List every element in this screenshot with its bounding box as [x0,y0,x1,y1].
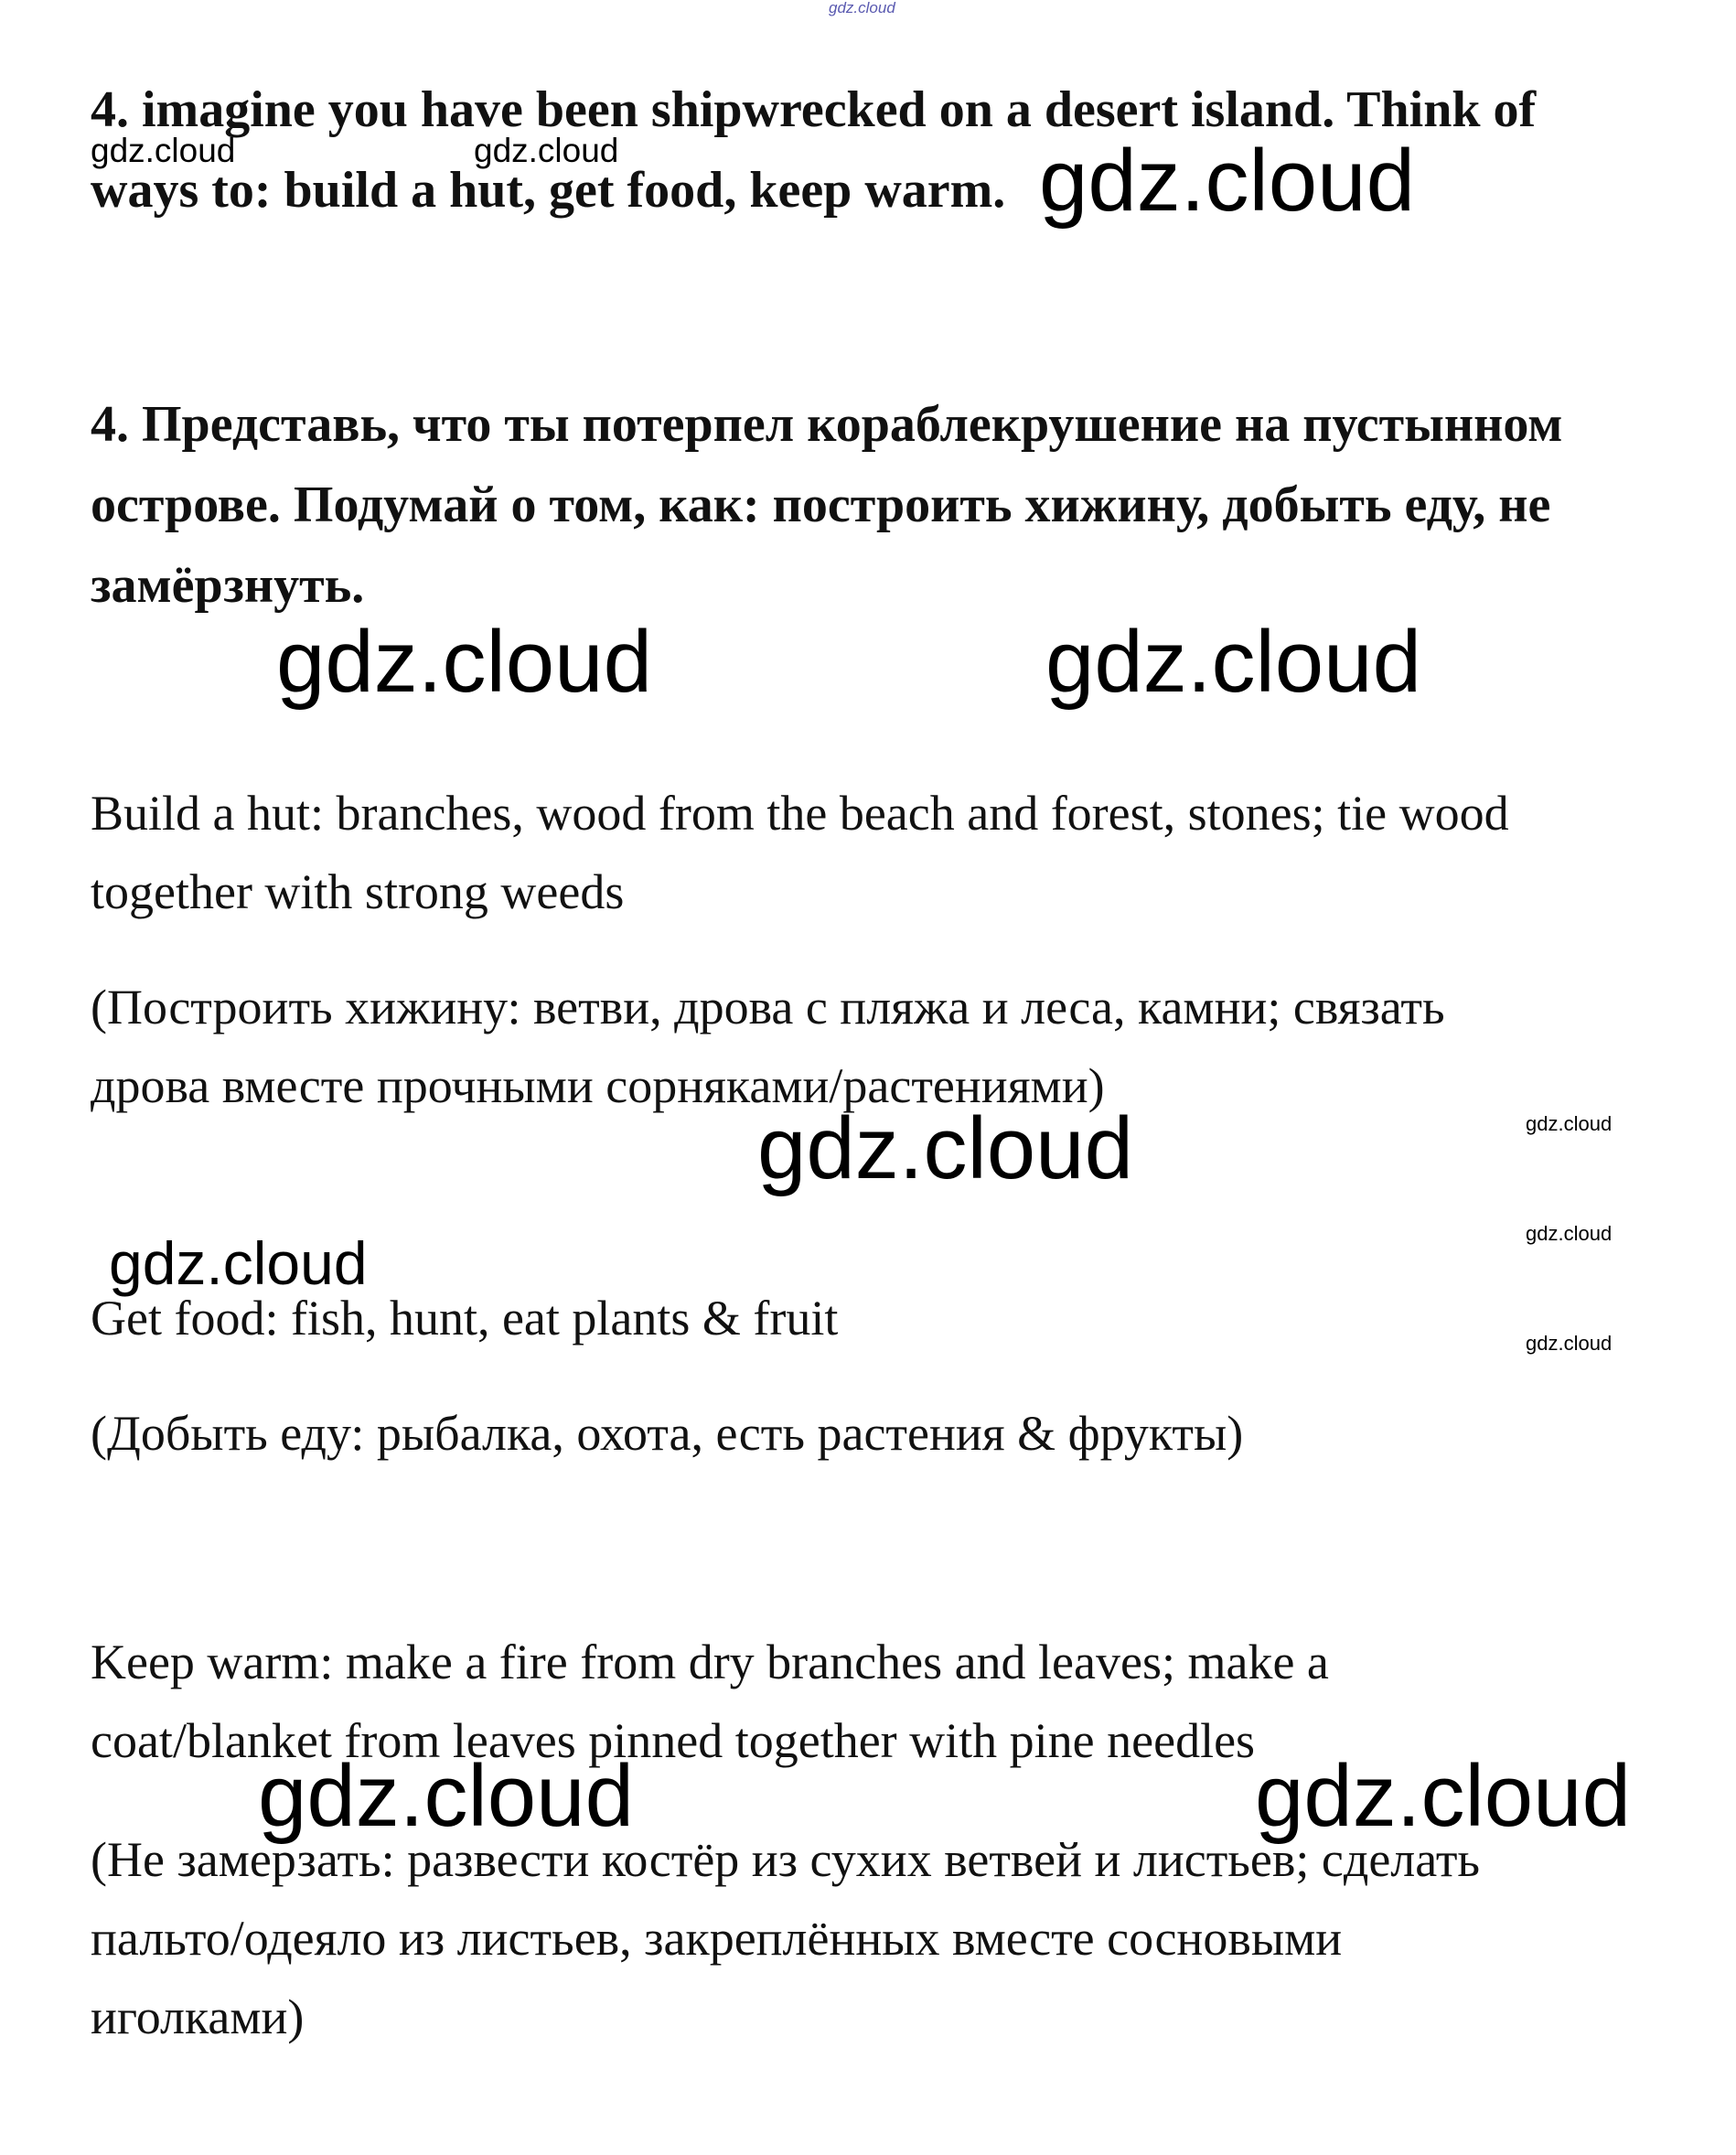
watermark-tiny: gdz.cloud [1526,1112,1613,1135]
task-heading-ru-line3: замёрзнуть. [91,557,365,614]
watermark-large: gdz.cloud [276,613,652,711]
answer-food-en [91,1279,1664,1357]
answer-warm-en-line1: Keep warm: make a fire from dry branches and leaves; make a [91,1635,1329,1689]
watermark-large: gdz.cloud [1039,132,1415,230]
task-heading-ru-line1: 4. Представь, что ты потерпел кораблекрушение на пустынном [91,396,1563,453]
watermark-large: gdz.cloud [757,1099,1133,1197]
task-heading-en [91,70,1664,231]
task-heading-ru-line2: острове. Подумай о том, как: построить хижину, добыть еду, не [91,477,1551,533]
answer-food-ru-text: (Добыть еду: рыбалка, охота, есть растения & фрукты) [91,1406,1244,1461]
answer-warm-ru-line2: пальто/одеяло из листьев, закреплённых вместе сосновыми [91,1911,1343,1966]
task-heading-ru [91,384,1664,626]
answer-hut-en-line2: together with strong weeds [91,864,625,919]
watermark-top: gdz.cloud [829,0,895,16]
watermark-large: gdz.cloud [1255,1747,1631,1845]
watermark-medium: gdz.cloud [109,1229,368,1297]
answer-hut-ru-line2: дрова вместе прочными сорняками/растениями) [91,1058,1105,1113]
answer-hut-ru-line1: (Построить хижину: ветви, дрова с пляжа и леса, камни; связать [91,980,1445,1035]
answer-warm-en-line2: coat/blanket from leaves pinned together with pine needles [91,1713,1256,1768]
watermark-large: gdz.cloud [1045,613,1421,711]
watermark-tiny: gdz.cloud [1526,1332,1613,1355]
answer-hut-en [91,774,1664,931]
answer-food-ru [91,1394,1664,1473]
answer-hut-en-line1: Build a hut: branches, wood from the beach and forest, stones; tie wood [91,786,1509,841]
task-heading-en-line1: 4. imagine you have been shipwrecked on a desert island. Think of [91,81,1537,138]
watermark-large: gdz.cloud [258,1747,634,1845]
watermark-tiny: gdz.cloud [1526,1222,1613,1245]
answer-warm-ru [91,1820,1664,2056]
answer-food-en-text: Get food: fish, hunt, eat plants & fruit [91,1291,839,1346]
watermark-small: gdz.cloud [474,132,619,169]
answer-warm-ru-line3: иголками) [91,1989,305,2044]
task-heading-en-line2: ways to: build a hut, get food, keep warm. [91,162,1006,219]
answer-warm-ru-line1: (Не замерзать: развести костёр из сухих ветвей и листьев; сделать [91,1832,1481,1887]
watermark-small: gdz.cloud [91,132,236,169]
